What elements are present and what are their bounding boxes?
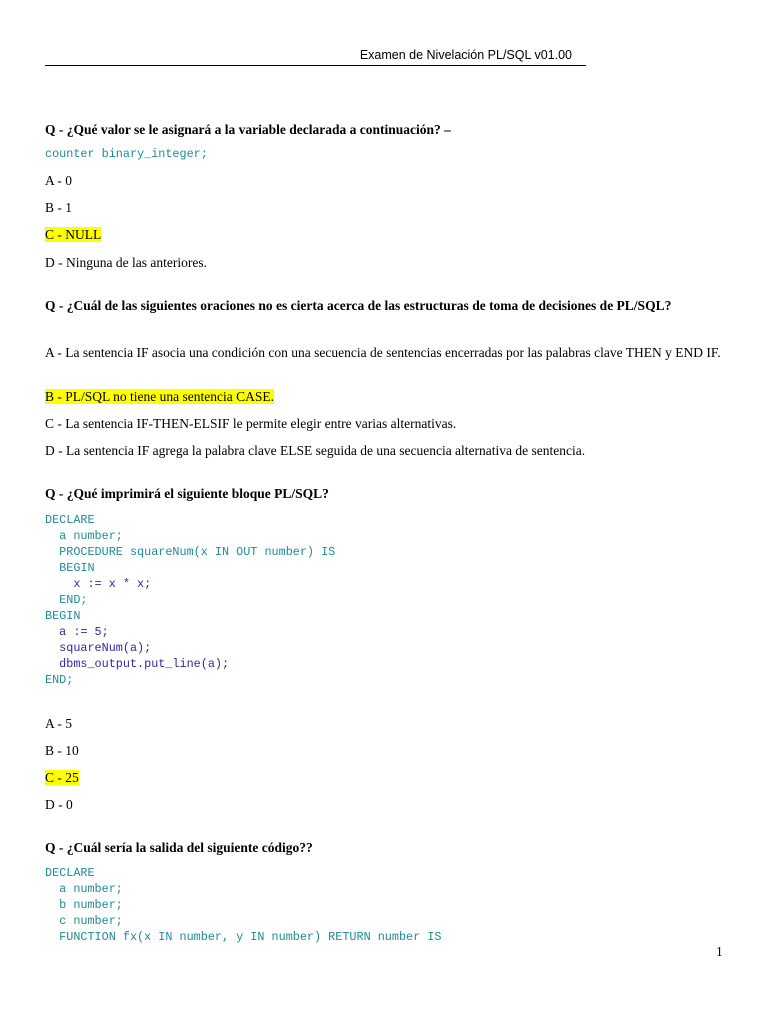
q3-code-line: DECLARE bbox=[45, 513, 95, 527]
header-title: Examen de Nivelación PL/SQL v01.00 bbox=[359, 48, 572, 62]
q3-code-line: END; bbox=[45, 673, 74, 687]
q1-option-d: D - Ninguna de las anteriores. bbox=[45, 255, 207, 270]
q2-option-c: C - La sentencia IF-THEN-ELSIF le permite elegir entre varias alternativas. bbox=[45, 416, 457, 431]
q3-code-line: BEGIN bbox=[45, 609, 81, 623]
q1-code-line: counter binary_integer; bbox=[45, 147, 208, 161]
q2-option-d: D - La sentencia IF agrega la palabra clave ELSE seguida de una secuencia alternativa de sentencia. bbox=[45, 443, 586, 458]
q1-option-c: C - NULL bbox=[45, 227, 102, 242]
question-2: Q - ¿Cuál de las siguientes oraciones no es cierta acerca de las estructuras de toma de decisiones de PL/SQL? bbox=[45, 298, 672, 313]
question-4: Q - ¿Cuál sería la salida del siguiente código?? bbox=[45, 840, 313, 855]
q4-code-line: a number; bbox=[45, 882, 123, 896]
q3-code-line: BEGIN bbox=[45, 561, 95, 575]
q3-code-line: squareNum(a); bbox=[45, 641, 152, 655]
page-number: 1 bbox=[716, 944, 723, 959]
q3-code-line: x := x * x; bbox=[45, 577, 152, 591]
q3-option-b: B - 10 bbox=[45, 743, 79, 758]
q3-code-line: END; bbox=[45, 593, 88, 607]
question-1: Q - ¿Qué valor se le asignará a la variable declarada a continuación? – bbox=[45, 122, 451, 137]
q1-code bbox=[45, 146, 208, 162]
question-3: Q - ¿Qué imprimirá el siguiente bloque PL/SQL? bbox=[45, 486, 329, 501]
page-header bbox=[45, 48, 586, 66]
q3-code-block bbox=[45, 512, 335, 688]
q3-code-line: a := 5; bbox=[45, 625, 109, 639]
q3-code-line: PROCEDURE squareNum(x IN OUT number) IS bbox=[45, 545, 336, 559]
q3-code-line: dbms_output.put_line(a); bbox=[45, 657, 230, 671]
q4-code-block bbox=[45, 865, 441, 945]
q4-code-line: FUNCTION fx(x IN number, y IN number) RETURN number IS bbox=[45, 930, 442, 944]
q1-option-a: A - 0 bbox=[45, 173, 72, 188]
q1-option-b: B - 1 bbox=[45, 200, 72, 215]
q3-option-c: C - 25 bbox=[45, 770, 79, 785]
q4-code-line: c number; bbox=[45, 914, 123, 928]
q3-option-d: D - 0 bbox=[45, 797, 73, 812]
q4-code-line: DECLARE bbox=[45, 866, 95, 880]
q3-option-a: A - 5 bbox=[45, 716, 72, 731]
q2-option-b: B - PL/SQL no tiene una sentencia CASE. bbox=[45, 389, 274, 404]
q4-code-line: b number; bbox=[45, 898, 123, 912]
q2-option-a: A - La sentencia IF asocia una condición con una secuencia de sentencias encerradas por las palabras clave THEN y END IF. bbox=[45, 345, 721, 360]
q3-code-line: a number; bbox=[45, 529, 123, 543]
